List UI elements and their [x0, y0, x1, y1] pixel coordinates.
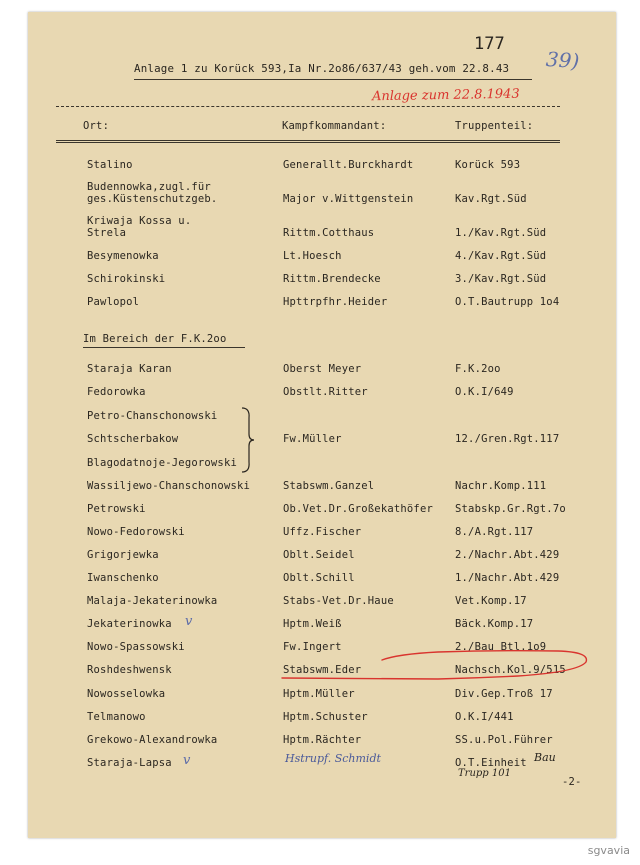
table-cell-commander: Uffz.Fischer — [283, 526, 362, 538]
table-cell-location: Grekowo-Alexandrowka — [87, 734, 218, 746]
table-cell-unit: O.K.I/649 — [455, 386, 514, 398]
column-header-unit: Truppenteil: — [455, 120, 534, 132]
section-title: Im Bereich der F.K.2oo — [83, 333, 227, 345]
table-cell-commander: Hpttrpfhr.Heider — [283, 296, 388, 308]
table-cell-unit: Nachsch.Kol.9/515 — [455, 664, 566, 676]
table-cell-unit: 12./Gren.Rgt.117 — [455, 433, 560, 445]
table-cell-unit: O.T.Einheit — [455, 757, 527, 769]
table-cell-commander: Stabs-Vet.Dr.Haue — [283, 595, 394, 607]
table-cell-location: Schirokinski — [87, 273, 166, 285]
table-cell-unit: O.T.Bautrupp 1o4 — [455, 296, 560, 308]
table-cell-location-line2: Strela — [87, 227, 127, 239]
table-cell-location: Roshdeshwensk — [87, 664, 172, 676]
title-underline — [134, 79, 532, 80]
column-header-commander: Kampfkommandant: — [282, 120, 387, 132]
table-cell-location: Kriwaja Kossa u. — [87, 215, 192, 227]
watermark: sgvavia — [587, 844, 630, 857]
table-cell-location: Jekaterinowka — [87, 618, 172, 630]
column-header-location: Ort: — [83, 120, 110, 132]
table-cell-unit: 1./Kav.Rgt.Süd — [455, 227, 547, 239]
table-cell-commander: Hptm.Weiß — [283, 618, 342, 630]
table-cell-location: Blagodatnoje-Jegorowski — [87, 457, 237, 469]
table-cell-commander: Hptm.Müller — [283, 688, 355, 700]
table-cell-commander: Fw.Ingert — [283, 641, 342, 653]
table-cell-location: Nowo-Spassowski — [87, 641, 185, 653]
handwritten-commander: Hstrupf. Schmidt — [285, 752, 381, 765]
table-cell-location: Budennowka,zugl.für — [87, 181, 211, 193]
table-cell-location: Malaja-Jekaterinowka — [87, 595, 218, 607]
page-number: 177 — [474, 34, 505, 54]
table-cell-commander: Ob.Vet.Dr.Großekathöfer — [283, 503, 433, 515]
table-cell-location: Staraja-Lapsa — [87, 757, 172, 769]
table-cell-commander: Hptm.Rächter — [283, 734, 362, 746]
table-cell-commander: Major v.Wittgenstein — [283, 193, 414, 205]
table-cell-location: Nowo-Fedorowski — [87, 526, 185, 538]
table-cell-location: Nowosselowka — [87, 688, 166, 700]
page-footer-number: -2- — [562, 776, 582, 788]
table-cell-unit: Vet.Komp.17 — [455, 595, 527, 607]
table-cell-commander: Fw.Müller — [283, 433, 342, 445]
handwritten-unit: Bau — [534, 751, 556, 764]
table-cell-unit: Stabskp.Gr.Rgt.7o — [455, 503, 566, 515]
check-mark: v — [185, 614, 193, 629]
table-cell-commander: Oberst Meyer — [283, 363, 362, 375]
table-cell-unit: SS.u.Pol.Führer — [455, 734, 553, 746]
table-cell-commander: Stabswm.Eder — [283, 664, 362, 676]
table-cell-commander: Generallt.Burckhardt — [283, 159, 414, 171]
table-cell-unit: Bäck.Komp.17 — [455, 618, 534, 630]
table-cell-location-line2: ges.Küstenschutzgeb. — [87, 193, 218, 205]
check-mark: v — [183, 753, 191, 768]
table-cell-commander: Stabswm.Ganzel — [283, 480, 375, 492]
table-cell-unit: 8./A.Rgt.117 — [455, 526, 534, 538]
table-cell-unit: 2./Bau Btl.1o9 — [455, 641, 547, 653]
table-cell-unit: 1./Nachr.Abt.429 — [455, 572, 560, 584]
archive-number: 39) — [545, 46, 581, 74]
table-cell-location: Iwanschenko — [87, 572, 159, 584]
table-cell-location: Stalino — [87, 159, 133, 171]
table-cell-unit: 4./Kav.Rgt.Süd — [455, 250, 547, 262]
table-cell-unit: 2./Nachr.Abt.429 — [455, 549, 560, 561]
table-cell-unit: O.K.I/441 — [455, 711, 514, 723]
table-cell-location: Schtscherbakow — [87, 433, 179, 445]
table-cell-location: Pawlopol — [87, 296, 140, 308]
table-cell-unit: F.K.2oo — [455, 363, 501, 375]
table-cell-commander: Oblt.Schill — [283, 572, 355, 584]
table-cell-unit: Korück 593 — [455, 159, 521, 171]
table-cell-location: Staraja Karan — [87, 363, 172, 375]
header-rule — [56, 140, 560, 143]
table-cell-commander: Rittm.Brendecke — [283, 273, 381, 285]
handwritten-note: Anlage zum 22.8.1943 — [371, 86, 520, 105]
table-cell-unit: Div.Gep.Troß 17 — [455, 688, 553, 700]
table-cell-commander: Hptm.Schuster — [283, 711, 368, 723]
handwritten-unit-line2: Trupp 101 — [458, 768, 511, 779]
table-cell-commander: Obstlt.Ritter — [283, 386, 368, 398]
top-rule — [56, 106, 560, 107]
document-title: Anlage 1 zu Korück 593,Ia Nr.2o86/637/43 geh.vom 22.8.43 — [134, 62, 510, 75]
section-title-underline — [83, 347, 245, 348]
table-cell-commander: Oblt.Seidel — [283, 549, 355, 561]
table-cell-location: Petrowski — [87, 503, 146, 515]
table-cell-commander: Lt.Hoesch — [283, 250, 342, 262]
table-cell-commander: Rittm.Cotthaus — [283, 227, 375, 239]
table-cell-location: Fedorowka — [87, 386, 146, 398]
table-cell-location: Telmanowo — [87, 711, 146, 723]
table-cell-unit: Nachr.Komp.111 — [455, 480, 547, 492]
table-cell-unit: Kav.Rgt.Süd — [455, 193, 527, 205]
table-cell-unit: 3./Kav.Rgt.Süd — [455, 273, 547, 285]
red-pencil-mark — [278, 646, 594, 686]
grouping-brace — [238, 406, 256, 474]
table-cell-location: Grigorjewka — [87, 549, 159, 561]
table-cell-location: Petro-Chanschonowski — [87, 410, 218, 422]
table-cell-location: Wassiljewo-Chanschonowski — [87, 480, 251, 492]
table-cell-location: Besymenowka — [87, 250, 159, 262]
